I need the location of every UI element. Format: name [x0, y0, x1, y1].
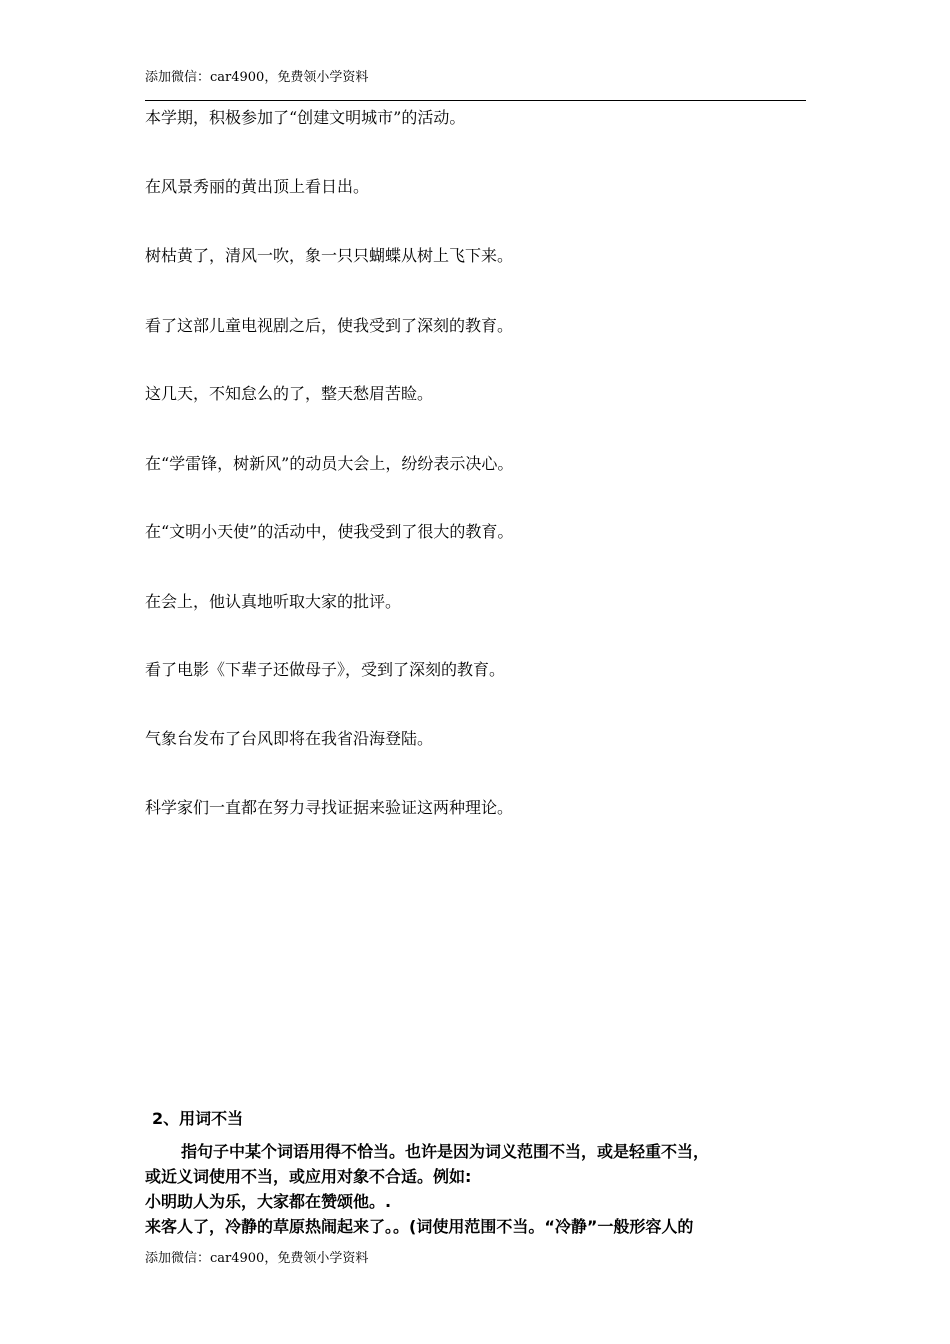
- footer-note: 添加微信：car4900，免费领小学资料: [145, 1251, 369, 1266]
- section-line-1: 指句子中某个词语用得不恰当。也许是因为词义范围不当，或是轻重不当，: [181, 1142, 710, 1161]
- sentence-3: 树枯黄了，清风一吹，象一只只蝴蝶从树上飞下来。: [145, 246, 514, 265]
- sentence-10: 气象台发布了台风即将在我省沿海登陆。: [145, 729, 434, 748]
- header-rule: [145, 100, 806, 101]
- sentence-5: 这几天，不知怠么的了，整天愁眉苦睑。: [145, 384, 434, 403]
- sentence-6: 在“学雷锋，树新风”的动员大会上，纷纷表示决心。: [145, 454, 514, 473]
- section-heading: 2、用词不当: [152, 1109, 244, 1128]
- sentence-2: 在风景秀丽的黄出顶上看日出。: [145, 177, 370, 196]
- header-note: 添加微信：car4900，免费领小学资料: [145, 70, 369, 85]
- section-line-3: 小明助人为乐，大家都在赞颂他。.: [145, 1192, 392, 1211]
- sentence-1: 本学期，积极参加了“创建文明城市”的活动。: [145, 108, 466, 127]
- sentence-8: 在会上，他认真地听取大家的批评。: [145, 592, 402, 611]
- sentence-11: 科学家们一直都在努力寻找证据来验证这两种理论。: [145, 798, 514, 817]
- sentence-9: 看了电影《下辈子还做母子》，受到了深刻的教育。: [145, 660, 506, 679]
- section-line-2: 或近义词使用不当，或应用对象不合适。例如:: [145, 1167, 472, 1186]
- sentence-7: 在“文明小天使”的活动中，使我受到了很大的教育。: [145, 522, 514, 541]
- sentence-4: 看了这部儿童电视剧之后，使我受到了深刻的教育。: [145, 316, 514, 335]
- section-line-4: 来客人了，冷静的草原热闹起来了。。(词使用范围不当。“冷静”一般形容人的: [145, 1217, 694, 1236]
